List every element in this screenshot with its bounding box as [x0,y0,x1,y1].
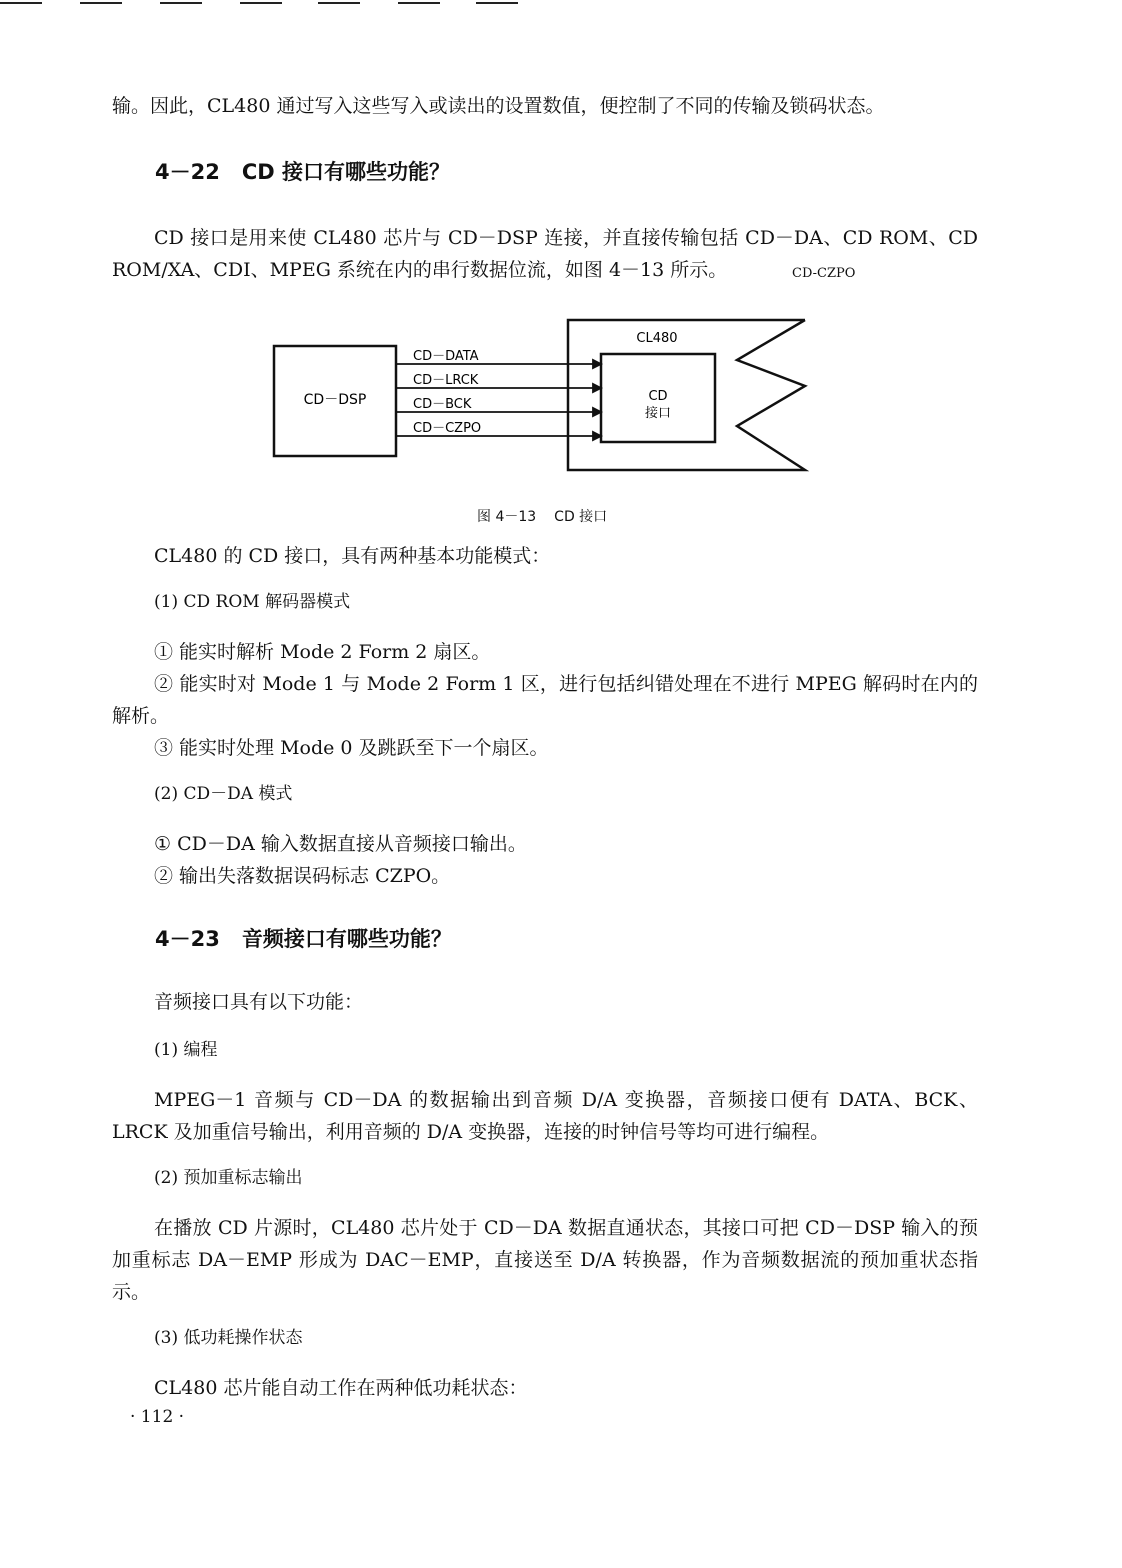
page-number: · 112 · [130,1407,185,1427]
figure-caption-text: CD 接口 [554,509,608,525]
cd-interface-diagram [265,312,825,482]
modes-intro: CL480 的 CD 接口，具有两种基本功能模式： [154,545,551,567]
item1-text: MPEG－1 音频与 CD－DA 的数据输出到音频 D/A 变换器，音频接口便有 DATA、BCK、LRCK 及加重信号输出，利用音频的 D/A 变换器，连接的时钟信号等均可进行编程。 [112,1089,978,1143]
item2-title: (2) 预加重标志输出 [154,1168,303,1188]
mode1-title: (1) CD ROM 解码器模式 [154,592,351,612]
item3-title: (3) 低功耗操作状态 [154,1328,303,1348]
section-22-number: 4－22 [155,160,220,184]
mode1-item-1: ① 能实时解析 Mode 2 Form 2 扇区。 [154,641,491,663]
section-23-title: 音频接口有哪些功能？ [241,927,452,951]
top-rule [80,2,122,4]
top-rule [0,2,42,4]
top-rule [318,2,360,4]
mode2-title: (2) CD－DA 模式 [154,784,293,804]
top-rule [476,2,518,4]
section-23-number: 4－23 [155,927,220,951]
signal-label-lrck: CD－LRCK [413,373,479,388]
cl480-label: CL480 [636,331,678,346]
cd-interface-label-1: CD [648,389,668,404]
section-23-heading [155,924,452,954]
item2-text: 在播放 CD 片源时，CL480 芯片处于 CD－DA 数据直通状态，其接口可把 CD－DSP 输入的预加重标志 DA－EMP 形成为 DAC－EMP，直接送至 D/A 转换器，作为音频数据流的预加重状态指示。 [112,1217,978,1303]
section-23-intro: 音频接口具有以下功能： [154,991,364,1013]
section-22-title: CD 接口有哪些功能？ [241,160,450,184]
side-note: CD-CZPO [792,266,856,281]
signal-label-czpo: CD－CZPO [413,421,482,436]
cl480-chip-outline [568,320,805,470]
top-rule [240,2,282,4]
mode1-item-2: ② 能实时对 Mode 1 与 Mode 2 Form 1 区，进行包括纠错处理在不进行 MPEG 解码时在内的解析。 [112,673,978,727]
cd-dsp-label: CD－DSP [303,392,367,408]
mode2-item-2: ② 输出失落数据误码标志 CZPO。 [154,865,451,887]
figure-caption [477,507,607,527]
mode1-item-3: ③ 能实时处理 Mode 0 及跳跃至下一个扇区。 [154,737,549,759]
item3-text: CL480 芯片能自动工作在两种低功耗状态： [154,1377,528,1399]
signal-label-bck: CD－BCK [413,397,472,412]
section-22-paragraph: CD 接口是用来使 CL480 芯片与 CD－DSP 连接，并直接传输包括 CD－DA、CD ROM、CD ROM/XA、CDI、MPEG 系统在内的串行数据位流，如图 4－13 所示。 [112,227,978,281]
intro-line: 输。因此，CL480 通过写入这些写入或读出的设置数值，便控制了不同的传输及锁码状态。 [112,95,885,117]
item1-title: (1) 编程 [154,1040,218,1060]
top-rule [160,2,202,4]
cd-interface-label-2: 接口 [644,406,672,421]
top-rule [398,2,440,4]
figure-caption-number: 图 4－13 [477,509,537,525]
section-22-heading [155,157,450,187]
mode2-item-1: ① CD－DA 输入数据直接从音频接口输出。 [154,833,527,855]
signal-label-data: CD－DATA [413,349,479,364]
